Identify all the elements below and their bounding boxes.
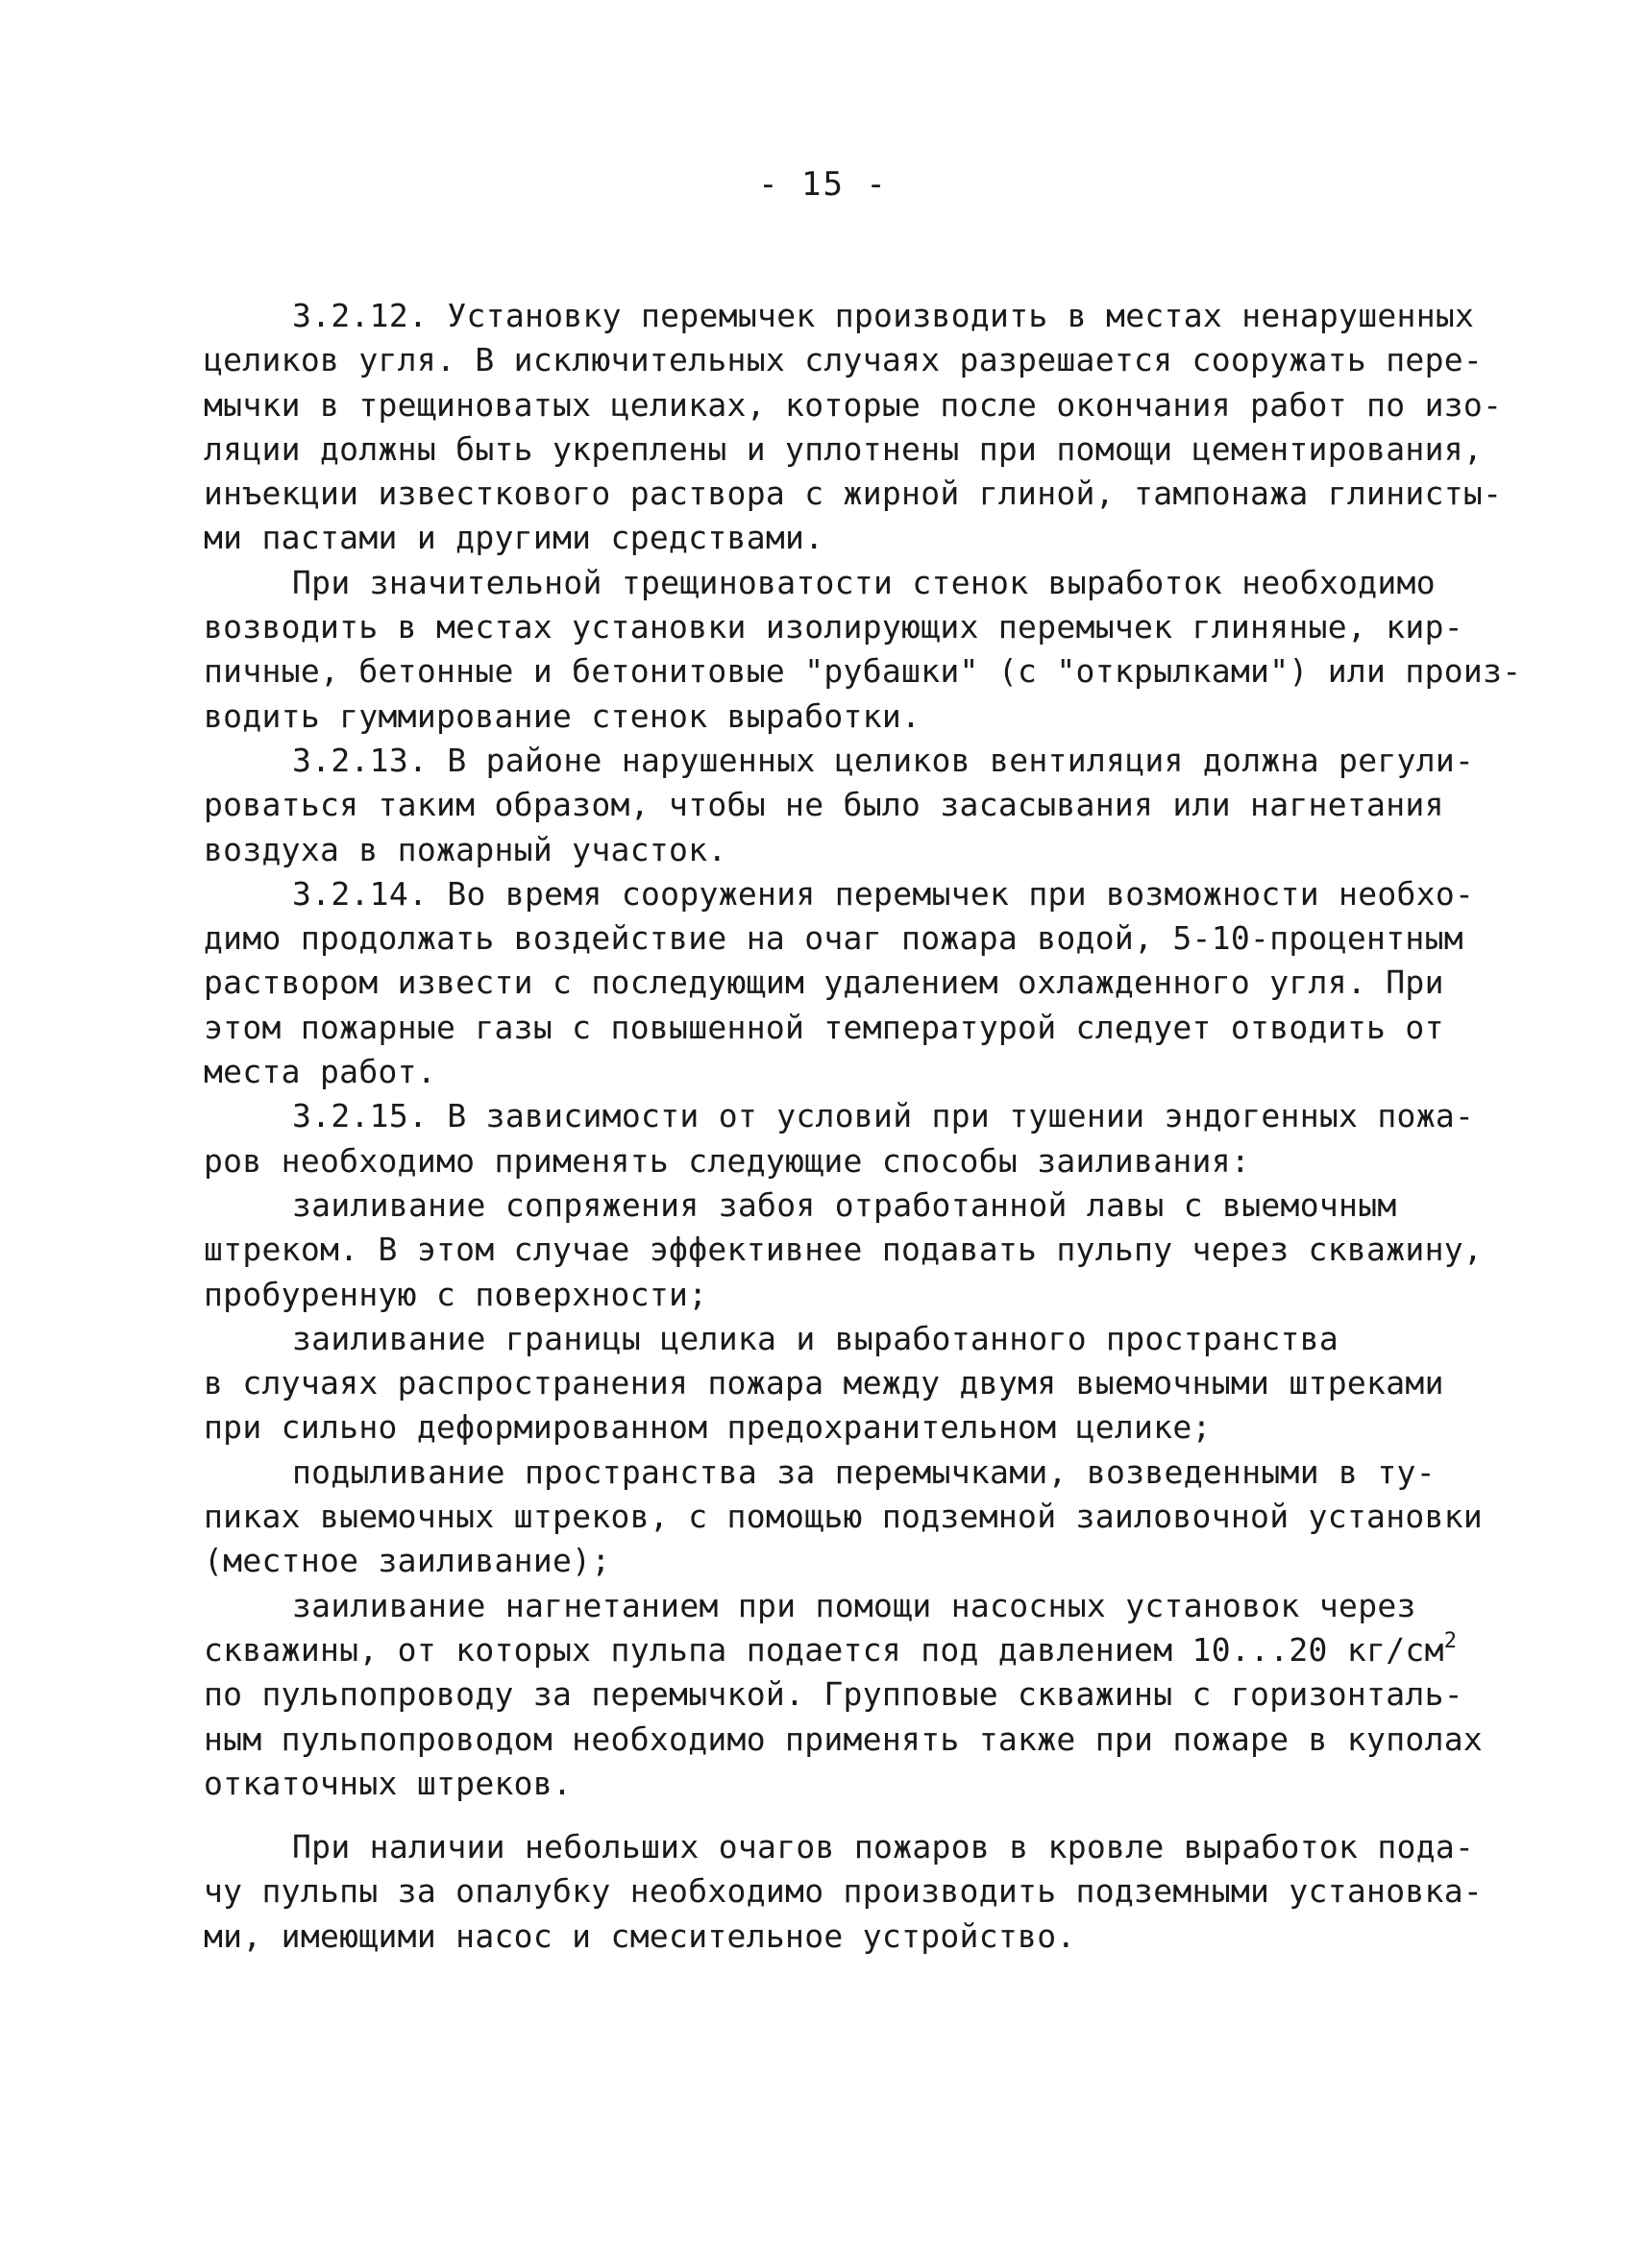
text-line: водить гуммирование стенок выработки. — [204, 696, 921, 735]
text-line: 3.2.13. В районе нарушенных целиков вентиляция должна регули- — [292, 741, 1475, 779]
page-number: - 15 - — [758, 165, 888, 204]
text-line: заиливание границы целика и выработанного пространства — [292, 1319, 1339, 1357]
text-line: димо продолжать воздействие на очаг пожара водой, 5-10-процентным — [204, 919, 1463, 958]
text-line: мычки в трещиноватых целиках, которые после окончания работ по изо- — [204, 385, 1503, 424]
text-line: пробуренную с поверхности; — [204, 1275, 708, 1313]
superscript: 2 — [1443, 1628, 1458, 1653]
text-line: 3.2.12. Установку перемычек производить в местах ненарушенных — [292, 297, 1475, 334]
text-line: ми пастами и другими средствами. — [204, 519, 824, 557]
text-line: ным пульпопроводом необходимо применять также при пожаре в куполах — [204, 1719, 1484, 1758]
text-line: места работ. — [204, 1053, 437, 1091]
text-line: ми, имеющими насос и смесительное устройство. — [204, 1916, 1076, 1955]
text-line: подыливание пространства за перемычками, возведенными в ту- — [292, 1452, 1436, 1491]
text-line: (местное заиливание); — [204, 1542, 611, 1580]
text-line: воздуха в пожарный участок. — [204, 830, 727, 868]
text-line: заиливание сопряжения забоя отработанной лавы с выемочным — [292, 1185, 1397, 1224]
text-line: откаточных штреков. — [204, 1764, 573, 1802]
text-line: заиливание нагнетанием при помощи насосных установок через — [292, 1586, 1416, 1624]
text-line: при сильно деформированном предохранительном целике; — [204, 1408, 1212, 1447]
text-line: пиках выемочных штреков, с помощью подземной заиловочной установки — [204, 1498, 1484, 1536]
text-line: этом пожарные газы с повышенной температурой следует отводить от — [204, 1008, 1444, 1046]
text-line: штреком. В этом случае эффективнее подавать пульпу через скважину, — [204, 1231, 1484, 1269]
text-line — [204, 1628, 1462, 1672]
text-line: 3.2.15. В зависимости от условий при тушении эндогенных пожа- — [292, 1097, 1475, 1135]
text-line: 3.2.14. Во время сооружения перемычек при возможности необхо- — [292, 874, 1475, 913]
text-line: раствором извести с последующим удалением охлажденного угля. При — [204, 963, 1444, 1002]
text-line: возводить в местах установки изолирующих перемычек глиняные, кир- — [204, 608, 1463, 646]
text-line: по пульпопроводу за перемычкой. Групповые скважины с горизонталь- — [204, 1675, 1463, 1714]
text-line: чу пульпы за опалубку необходимо производить подземными установка- — [204, 1872, 1484, 1911]
text-line: При значительной трещиноватости стенок выработок необходимо — [292, 563, 1436, 601]
document-body — [204, 294, 1522, 1959]
text-line: целиков угля. В исключительных случаях разрешается сооружать пере- — [204, 341, 1484, 379]
text-line: При наличии небольших очагов пожаров в кровле выработок пода- — [292, 1828, 1475, 1866]
text-line: в случаях распространения пожара между двумя выемочными штреками — [204, 1364, 1444, 1402]
text-line: ров необходимо применять следующие способы заиливания: — [204, 1141, 1251, 1180]
text-line-main: скважины, от которых пульпа подается под давлением 10...20 кг/см — [204, 1630, 1444, 1669]
text-line: роваться таким образом, чтобы не было засасывания или нагнетания — [204, 786, 1444, 824]
text-line: ляции должны быть укреплены и уплотнены при помощи цементирования, — [204, 429, 1484, 468]
text-line: пичные, бетонные и бетонитовые "рубашки" (с "открылками") или произ- — [204, 652, 1522, 691]
text-line: инъекции известкового раствора с жирной глиной, тампонажа глинисты- — [204, 475, 1503, 513]
